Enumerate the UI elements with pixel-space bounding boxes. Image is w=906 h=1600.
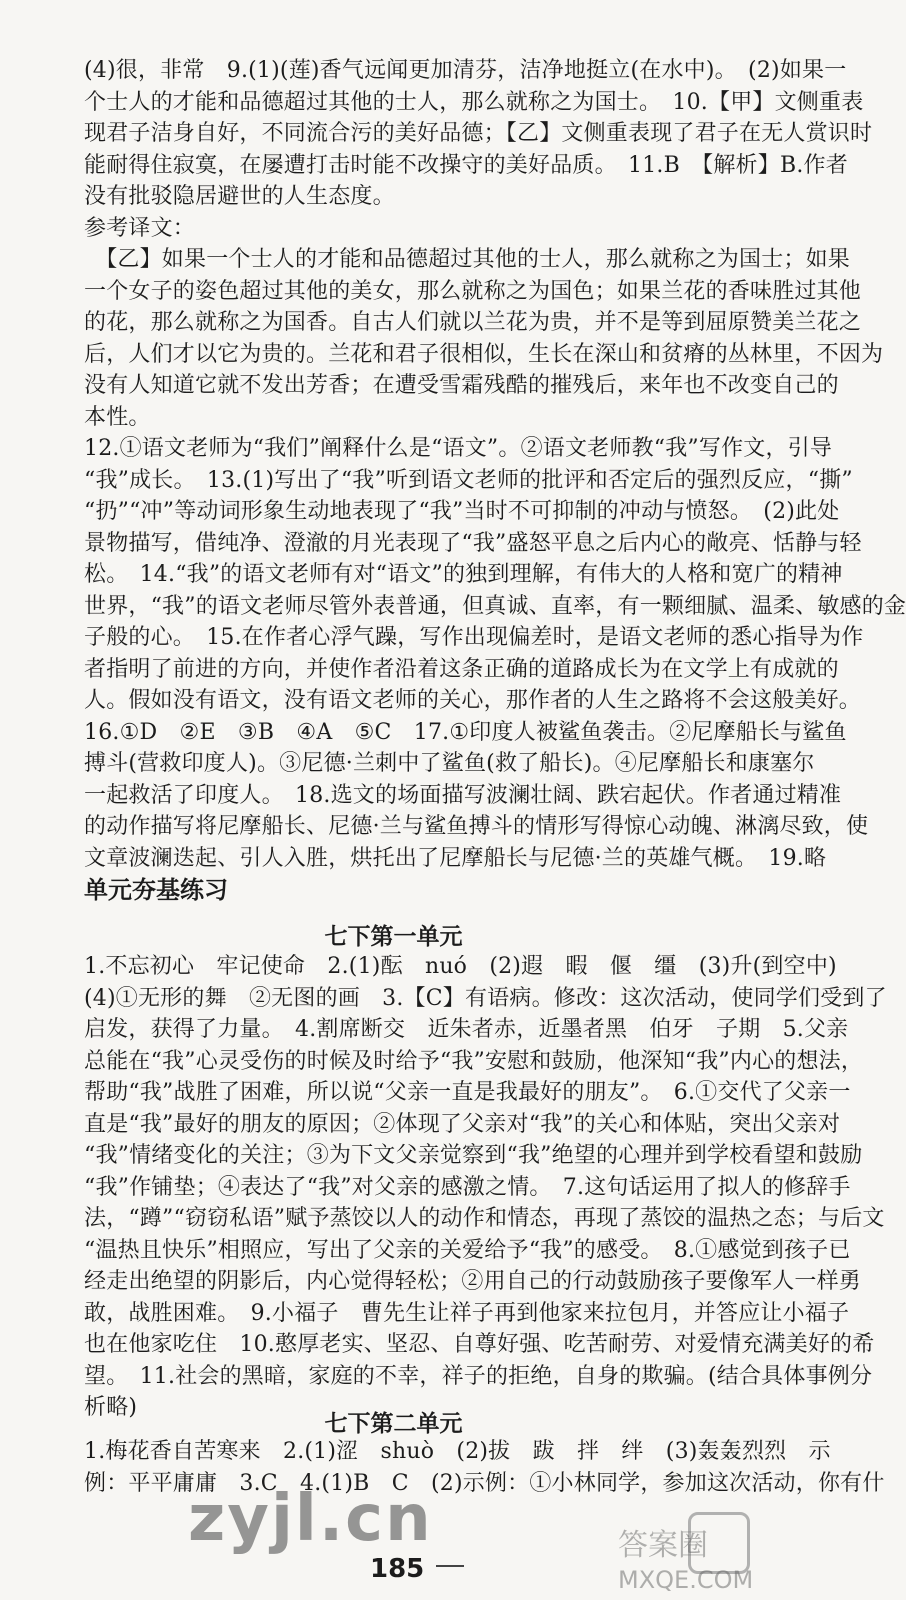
unit1-title: 七下第一单元 <box>324 924 463 950</box>
text-line: 帮助“我”战胜了困难，所以说“父亲一直是我最好的朋友”。 6.①交代了父亲一 <box>84 1080 851 1105</box>
text-line: 例：平平庸庸 3.C 4.(1)B C (2)示例：①小林同学，参加这次活动，你有什 <box>84 1470 885 1496</box>
text-line: 松。 14.“我”的语文老师有对“语文”的独到理解，有伟大的人格和宽广的精神 <box>84 562 843 587</box>
text-line: 望。 11.社会的黑暗，家庭的不幸，祥子的拒绝，自身的欺骗。(结合具体事例分 <box>84 1363 873 1389</box>
text-line: 总能在“我”心灵受伤的时候及时给予“我”安慰和鼓励，他深知“我”内心的想法， <box>84 1048 864 1074</box>
text-line: 后，人们才以它为贵的。兰花和君子很相似，生长在深山和贫瘠的丛林里，不因为 <box>84 341 884 367</box>
text-line: “我”作铺垫；④表达了“我”对父亲的感激之情。 7.这句话运用了拟人的修辞手 <box>84 1174 851 1200</box>
page-number: 185 <box>370 1554 425 1584</box>
text-line: 搏斗(营救印度人)。③尼德·兰刺中了鲨鱼(救了船长)。④尼摩船长和康塞尔 <box>84 751 815 776</box>
text-line: 1.不忘初心 牢记使命 2.(1)酝 nuó (2)遐 暇 偃 缰 (3)升(到空中) <box>84 954 837 979</box>
text-line: 16.①D ②E ③B ④A ⑤C 17.①印度人被鲨鱼袭击。②尼摩船长与鲨鱼 <box>84 719 847 745</box>
text-line: 的动作描写将尼摩船长、尼德·兰与鲨鱼搏斗的情形写得惊心动魄、淋漓尽致，使 <box>84 814 869 839</box>
text-line: 没有批驳隐居避世的人生态度。 <box>84 184 395 209</box>
url-watermark: MXQE.COM <box>618 1566 754 1594</box>
unit2-title: 七下第二单元 <box>324 1411 463 1437</box>
page-number-dash <box>436 1565 464 1567</box>
text-line: 12.①语文老师为“我们”阐释什么是“语文”。②语文老师教“我”写作文，引导 <box>84 436 833 461</box>
text-line: 子般的心。 15.在作者心浮气躁，写作出现偏差时，是语文老师的悉心指导为作 <box>84 625 864 650</box>
text-line: “我”情绪变化的关注；③为下文父亲觉察到“我”绝望的心理并到学校看望和鼓励 <box>84 1143 863 1168</box>
text-line: 参考译文： <box>84 215 196 241</box>
text-line: 析略) <box>84 1395 138 1420</box>
text-line: 没有人知道它就不发出芳香；在遭受雪霜残酷的摧残后，来年也不改变自己的 <box>84 373 839 398</box>
text-line: “我”成长。 13.(1)写出了“我”听到语文老师的批评和否定后的强烈反应，“撕” <box>84 467 853 493</box>
text-line: 现君子洁身自好，不同流合污的美好品德；【乙】文侧重表现了君子在无人赏识时 <box>84 121 873 146</box>
text-line: 个士人的才能和品德超过其他的士人，那么就称之为国士。 10.【甲】文侧重表 <box>84 89 864 115</box>
text-line: “温热且快乐”相照应，写出了父亲的关爱给予“我”的感受。 8.①感觉到孩子已 <box>84 1237 851 1263</box>
text-line: 法，“蹲”“窃窃私语”赋予蒸饺以人的动作和情态，再现了蒸饺的温热之态；与后文 <box>84 1206 885 1231</box>
text-line: 【乙】如果一个士人的才能和品德超过其他的士人，那么就称之为国士；如果 <box>84 247 851 272</box>
text-line: 直是“我”最好的朋友的原因；②体现了父亲对“我”的关心和体贴，突出父亲对 <box>84 1111 841 1137</box>
text-line: 能耐得住寂寞，在屡遭打击时能不改操守的美好品质。 11.B 【解析】B.作者 <box>84 152 848 178</box>
text-line: 文章波澜迭起、引人入胜，烘托出了尼摩船长与尼德·兰的英雄气概。 19.略 <box>84 845 827 871</box>
text-line: 一起救活了印度人。 18.选文的场面描写波澜壮阔、跌宕起伏。作者通过精准 <box>84 782 842 808</box>
text-line: 一个女子的姿色超过其他的美女，那么就称之为国色；如果兰花的香味胜过其他 <box>84 278 862 304</box>
section-title: 单元夯基练习 <box>84 876 228 904</box>
text-line: 者指明了前进的方向，并使作者沿着这条正确的道路成长为在文学上有成就的 <box>84 656 839 682</box>
text-line: (4)很，非常 9.(1)(莲)香气远闻更加清芬，洁净地挺立(在水中)。 (2)如果一 <box>84 58 847 83</box>
text-line: 敢，战胜困难。 9.小福子 曹先生让祥子再到他家来拉包月，并答应让小福子 <box>84 1300 850 1326</box>
text-line: 经走出绝望的阴影后，内心觉得轻松；②用自己的行动鼓励孩子要像军人一样勇 <box>84 1269 862 1294</box>
text-line: 景物描写，借纯净、澄澈的月光表现了“我”盛怒平息之后内心的敞亮、恬静与轻 <box>84 530 862 556</box>
site-watermark: zyjl.cn <box>188 1482 433 1556</box>
text-line: 人。假如没有语文，没有语文老师的关心，那作者的人生之路将不会这般美好。 <box>84 688 862 713</box>
text-line: 也在他家吃住 10.憨厚老实、坚忍、自尊好强、吃苦耐劳、对爱情充满美好的希 <box>84 1332 875 1357</box>
text-line: 世界，“我”的语文老师尽管外表普通，但真诚、直率，有一颗细腻、温柔、敏感的金 <box>84 593 906 619</box>
text-line: (4)①无形的舞 ②无图的画 3.【C】有语病。修改：这次活动，使同学们受到了 <box>84 985 887 1011</box>
answer-circle-watermark: 答案圈 <box>618 1528 708 1563</box>
text-line: 启发，获得了力量。 4.割席断交 近朱者赤，近墨者黑 伯牙 子期 5.父亲 <box>84 1017 849 1042</box>
text-line: 1.梅花香自苦寒来 2.(1)涩 shuò (2)拔 跋 拌 绊 (3)轰轰烈烈 示 <box>84 1439 831 1464</box>
text-line: 的花，那么就称之为国香。自古人们就以兰花为贵，并不是等到屈原赞美兰花之 <box>84 310 862 335</box>
text-line: 本性。 <box>84 404 151 430</box>
text-line: “扔”“冲”等动词形象生动地表现了“我”当时不可抑制的冲动与愤怒。 (2)此处 <box>84 499 840 524</box>
